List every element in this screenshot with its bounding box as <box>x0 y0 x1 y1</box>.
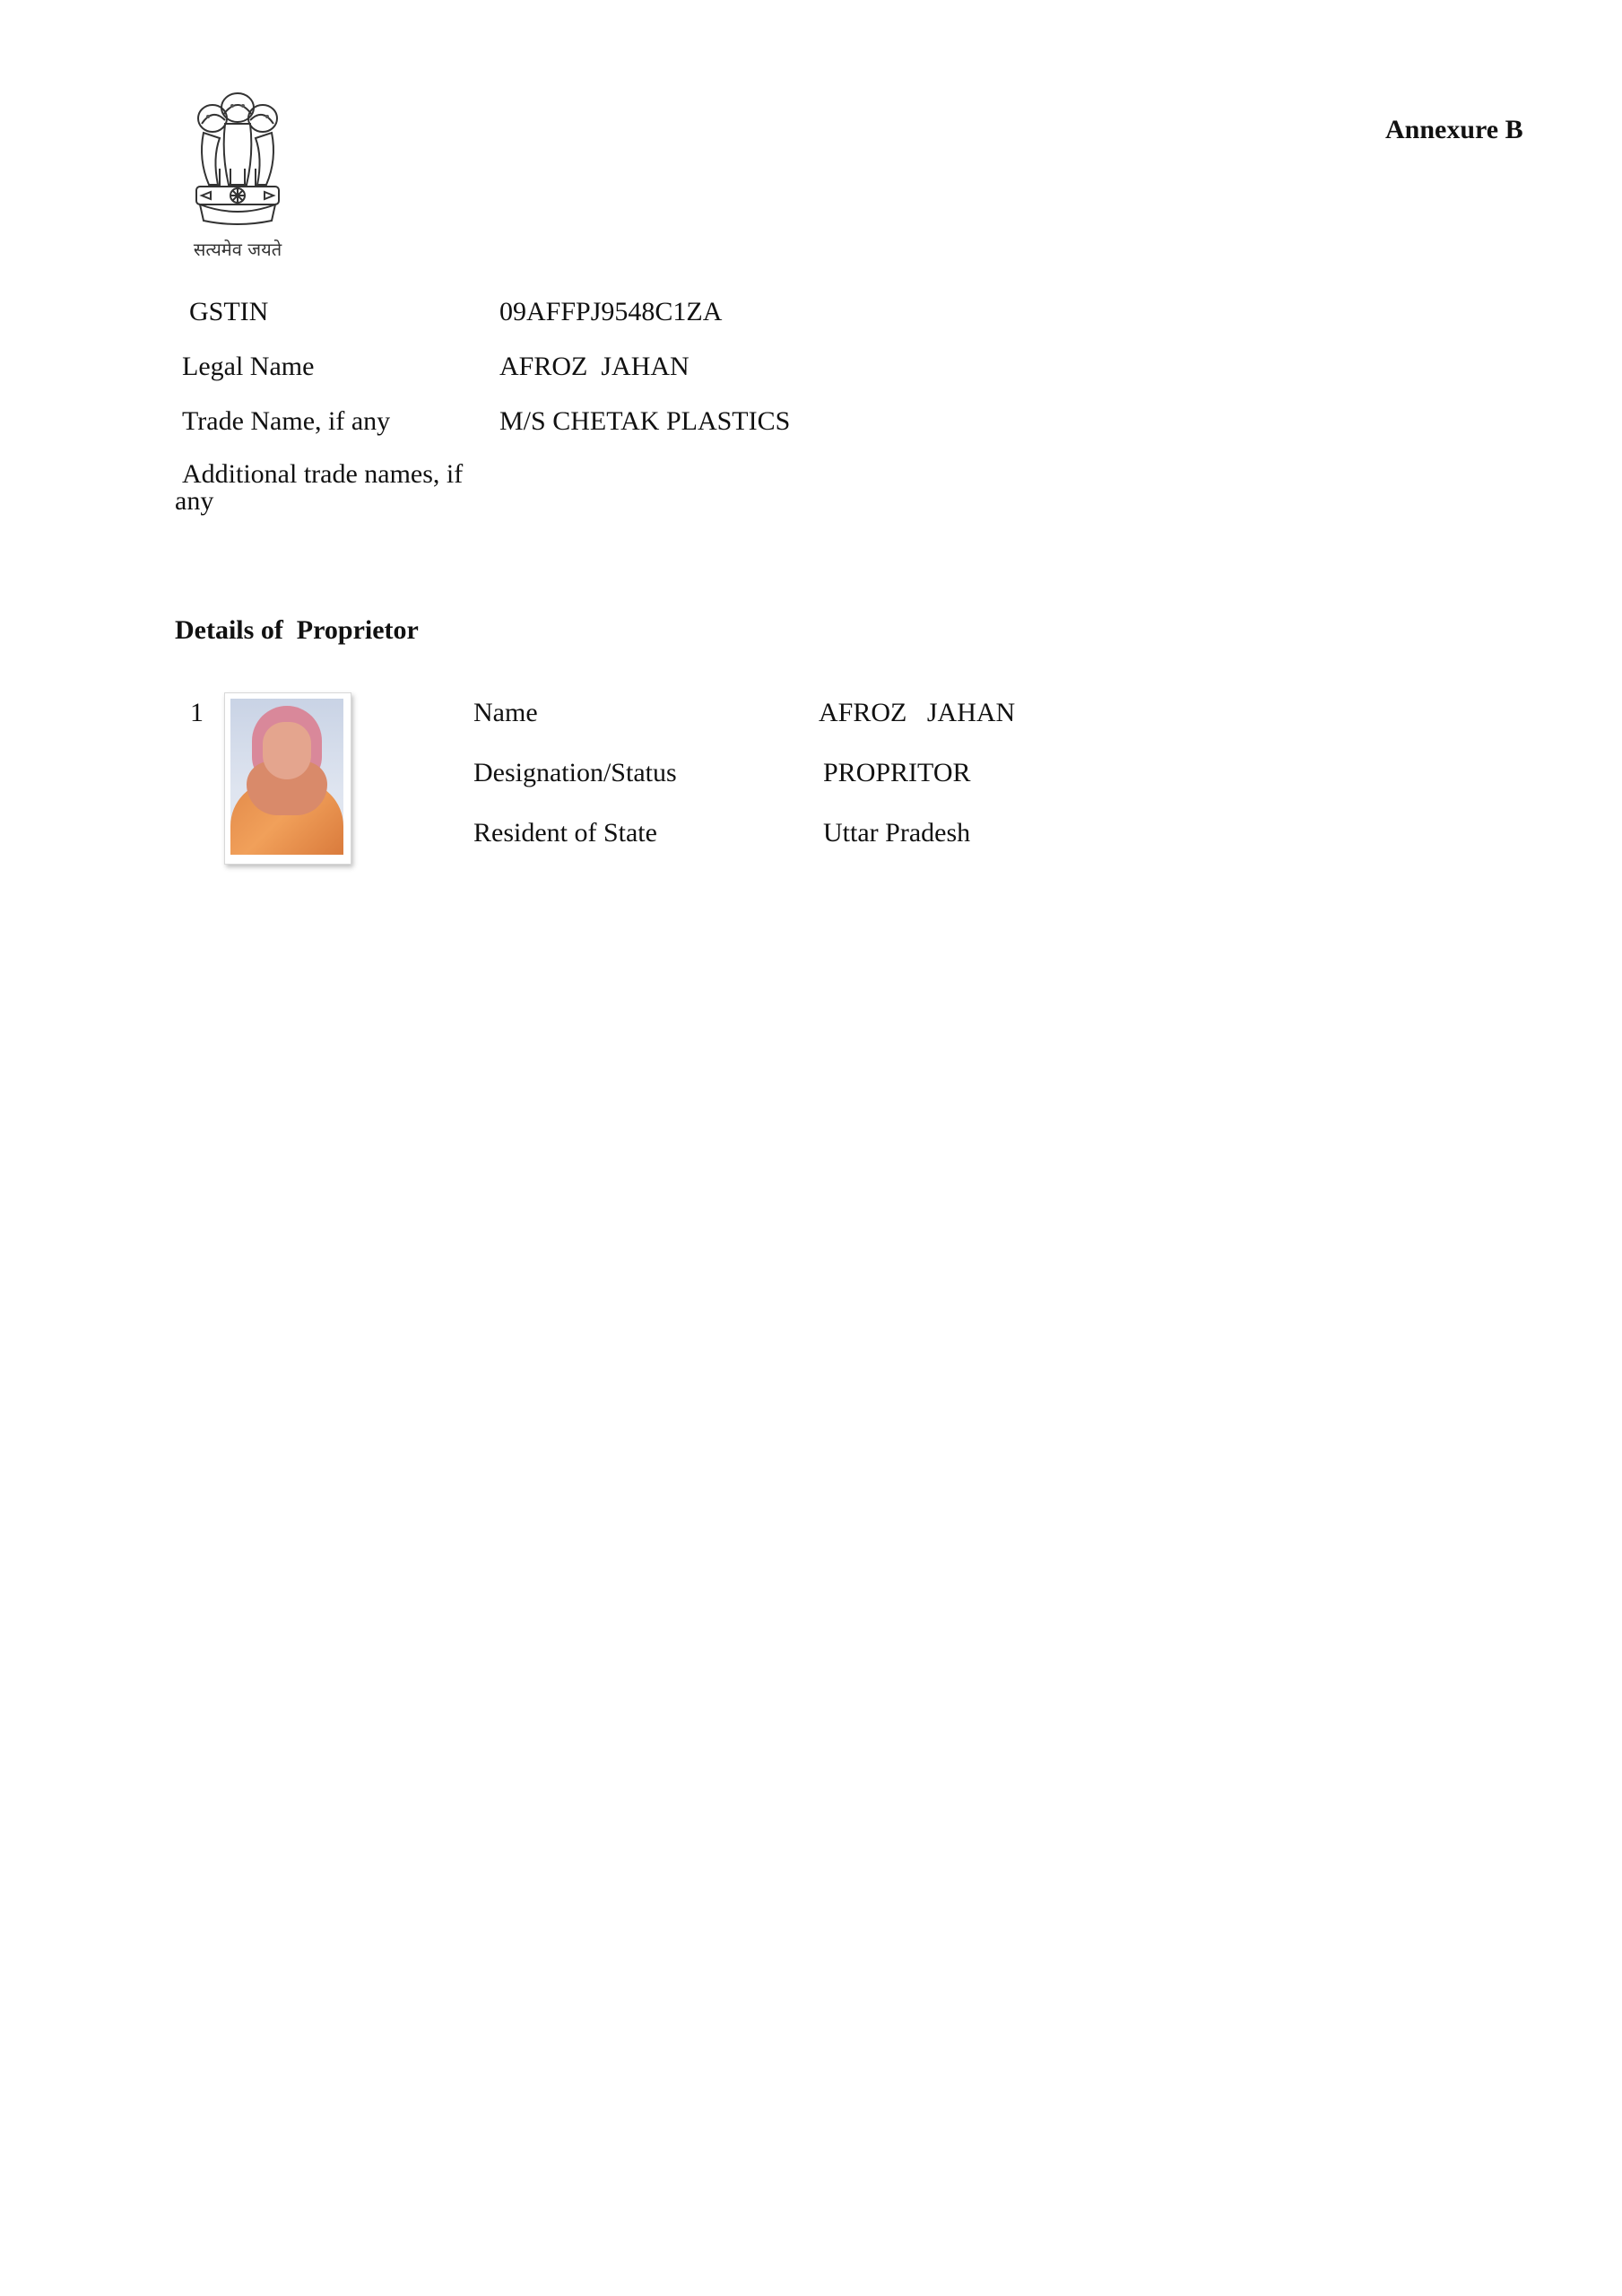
additional-trade-names-label <box>175 461 480 515</box>
proprietor-name-value: AFROZ JAHAN <box>819 698 1016 727</box>
proprietor-designation-value: PROPRITOR <box>823 758 971 787</box>
trade-name-label: Trade Name, if any <box>182 406 391 436</box>
proprietor-state-value: Uttar Pradesh <box>823 818 971 848</box>
proprietor-name-label: Name <box>473 698 538 727</box>
trade-name-value: M/S CHETAK PLASTICS <box>499 406 791 436</box>
emblem-motto: सत्यमेव जयते <box>193 239 282 260</box>
proprietor-designation-label: Designation/Status <box>473 758 677 787</box>
legal-name-label: Legal Name <box>182 352 315 381</box>
gstin-value: 09AFFPJ9548C1ZA <box>499 297 723 326</box>
legal-name-value: AFROZ JAHAN <box>499 352 690 381</box>
proprietor-row-number: 1 <box>190 698 204 727</box>
gstin-label: GSTIN <box>189 297 269 326</box>
proprietor-state-label: Resident of State <box>473 818 657 848</box>
additional-trade-names-label-line2: any <box>175 486 214 516</box>
additional-trade-names-label-line1: Additional trade names, if <box>182 459 464 489</box>
proprietor-photo <box>224 692 351 865</box>
proprietor-section-title: Details of Proprietor <box>175 615 419 645</box>
annexure-title: Annexure B <box>1385 115 1523 144</box>
